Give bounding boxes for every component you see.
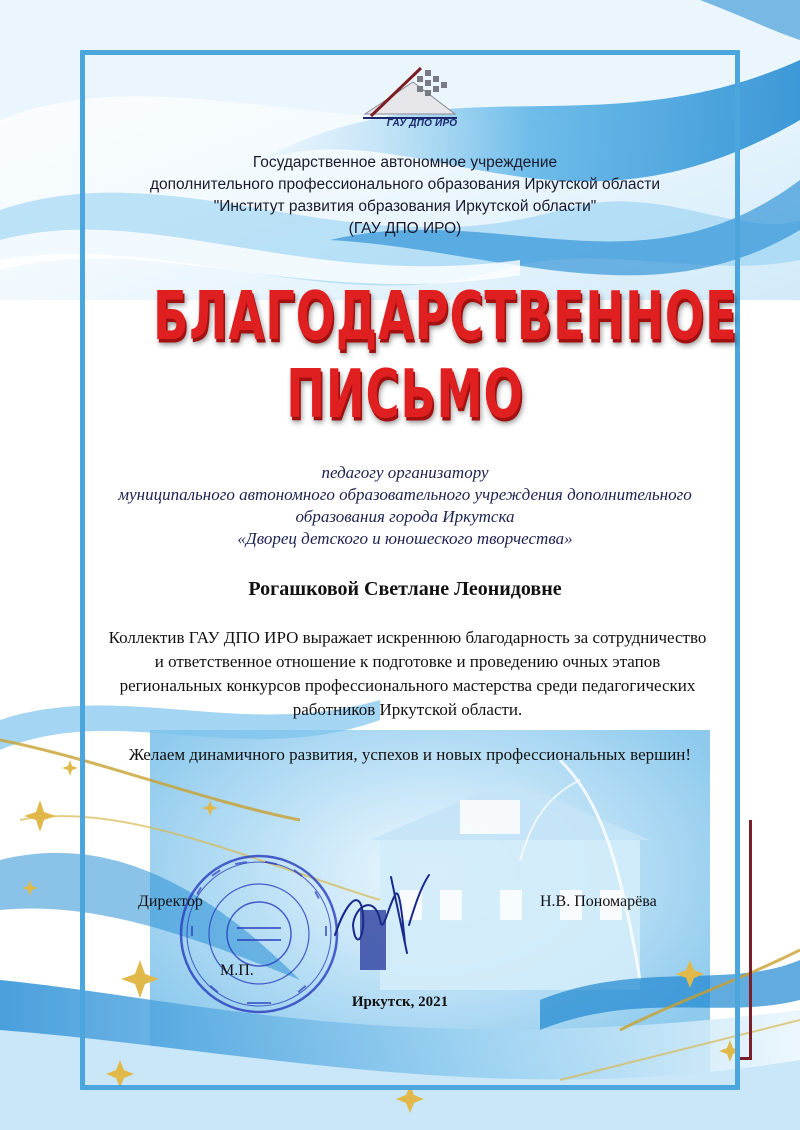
recipient-line: муниципального автономного образовательного учреждения дополнительного: [118, 485, 692, 504]
official-stamp: [175, 850, 343, 1018]
logo-caption: ГАУ ДПО ИРО: [386, 118, 458, 129]
organization-line: дополнительного профессионального образования Иркутской области: [149, 176, 661, 193]
signatory-role: Директор: [138, 893, 203, 910]
recipient-name: Рогашковой Светлане Леонидовне: [248, 578, 562, 600]
organization-header: [100, 152, 710, 240]
recipient-line: «Дворец детского и юношеского творчества»: [237, 529, 573, 548]
gratitude-line: и ответственное отношение к подготовке и проведению очных этапов: [154, 652, 661, 671]
handwritten-signature: [325, 865, 435, 955]
gratitude-line: работников Иркутской области.: [292, 700, 523, 719]
recipient-line: педагогу организатору: [321, 463, 489, 482]
signatory-name: Н.В. Пономарёва: [540, 893, 657, 910]
organization-line: (ГАУ ДПО ИРО): [348, 220, 462, 237]
recipient-position: [70, 462, 740, 550]
gratitude-line: региональных конкурсов профессионального мастерства среди педагогических: [119, 676, 696, 695]
document-title-line2: ПИСЬМО: [286, 354, 524, 434]
gratitude-line: Коллектив ГАУ ДПО ИРО выражает искреннюю благодарность за сотрудничество: [108, 628, 707, 647]
document-title: БЛАГОДАРСТВЕННОЕ: [153, 276, 738, 356]
corner-accent: [740, 820, 752, 1060]
wish-text: Желаем динамичного развития, успехов и новых профессиональных вершин!: [128, 745, 692, 764]
recipient-line: образования города Иркутска: [295, 507, 515, 526]
organization-line: "Институт развития образования Иркутской области": [213, 198, 597, 215]
place-date: Иркутск, 2021: [351, 994, 449, 1010]
seal-mark: М.П.: [220, 962, 254, 979]
gratitude-text: [80, 626, 735, 722]
organization-line: Государственное автономное учреждение: [252, 154, 558, 171]
